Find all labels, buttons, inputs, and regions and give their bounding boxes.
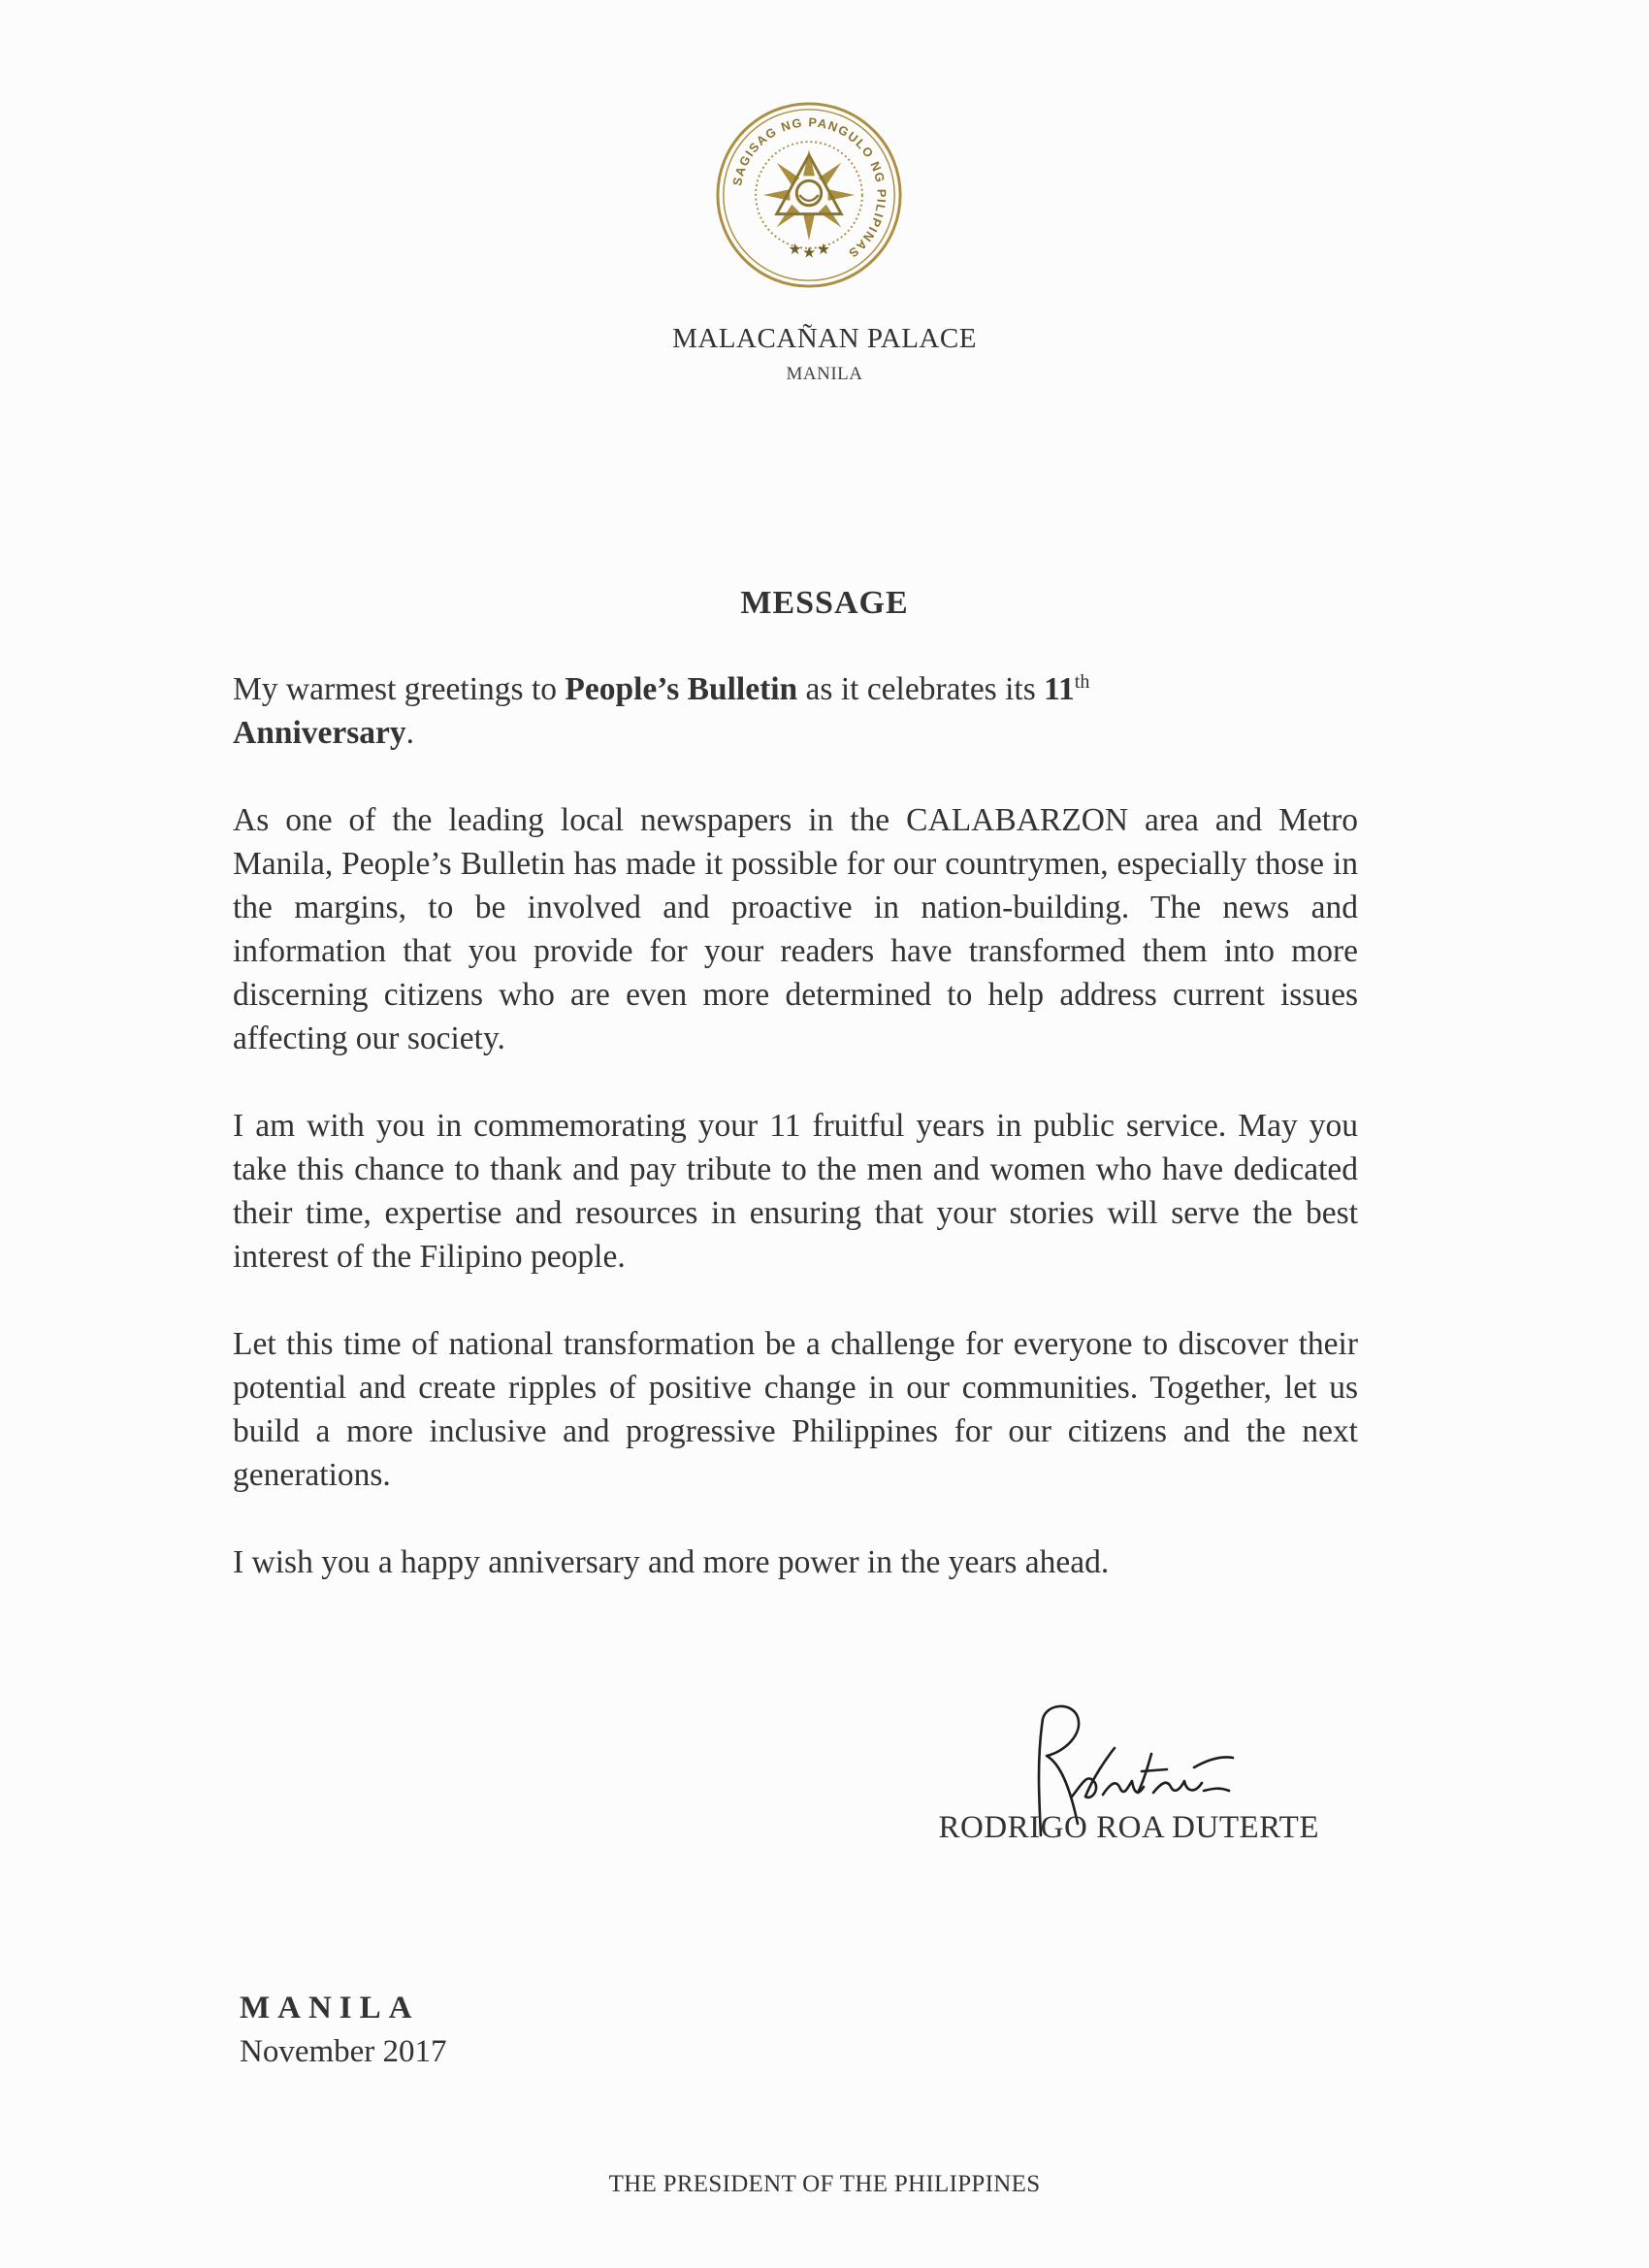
greeting-period: . (405, 715, 415, 751)
presidential-seal-icon (714, 100, 904, 290)
paragraph-commemoration: I am with you in commemorating your 11 fruitful years in public service. May you take this chance to thank and pay tribute to the men and women who have dedicated their time, expertise and resources in ensuring that your stories will serve the best interest of the Filipino people. (233, 1108, 1358, 1275)
anniversary-number: 11 (1044, 671, 1075, 707)
footer-title: THE PRESIDENT OF THE PHILIPPINES (608, 2171, 1041, 2197)
greeting-text-2: as it celebrates its (797, 671, 1045, 707)
svg-text:SAGISAG NG PANGULO NG PILIPINA (729, 114, 889, 261)
message-body (233, 667, 1358, 1628)
anniversary-word: Anniversary (233, 715, 406, 751)
greeting-text-1: My warmest greetings to (233, 671, 566, 707)
svg-text:★: ★ (788, 239, 802, 258)
svg-text:★: ★ (802, 243, 817, 262)
ordinal-suffix: th (1074, 670, 1090, 693)
palace-city: MANILA (786, 364, 863, 384)
newspaper-name: People’s Bulletin (565, 671, 798, 707)
paragraph-closing: I wish you a happy anniversary and more power in the years ahead. (233, 1544, 1110, 1580)
place-of-signing: MANILA (240, 1991, 420, 2025)
paragraph-newspaper-role: As one of the leading local newspapers in the CALABARZON area and Metro Manila, People’s Bulletin has made it possible for our countrymen, especially those in the margins, to be involved and proactive in nation-building. The news and information that you provide for your readers have transformed them into more discerning citizens who are even more determined to help address current issues affecting our society. (233, 802, 1358, 1056)
seal-text: SAGISAG NG PANGULO NG PILIPINAS (729, 114, 889, 262)
signer-name: RODRIGO ROA DUTERTE (938, 1810, 1319, 1845)
paragraph-greeting (233, 667, 1358, 755)
svg-text:★: ★ (816, 239, 830, 258)
paragraph-challenge: Let this time of national transformation be a challenge for everyone to discover their potential and create ripples of positive change in our communities. Together, let us build a more inclusive and progressive Philippines for our citizens and the next generations. (233, 1326, 1358, 1493)
seal-graphic (714, 100, 904, 290)
date-of-signing: November 2017 (240, 2034, 447, 2069)
message-heading: MESSAGE (740, 585, 909, 621)
palace-name: MALACAÑAN PALACE (672, 323, 977, 354)
